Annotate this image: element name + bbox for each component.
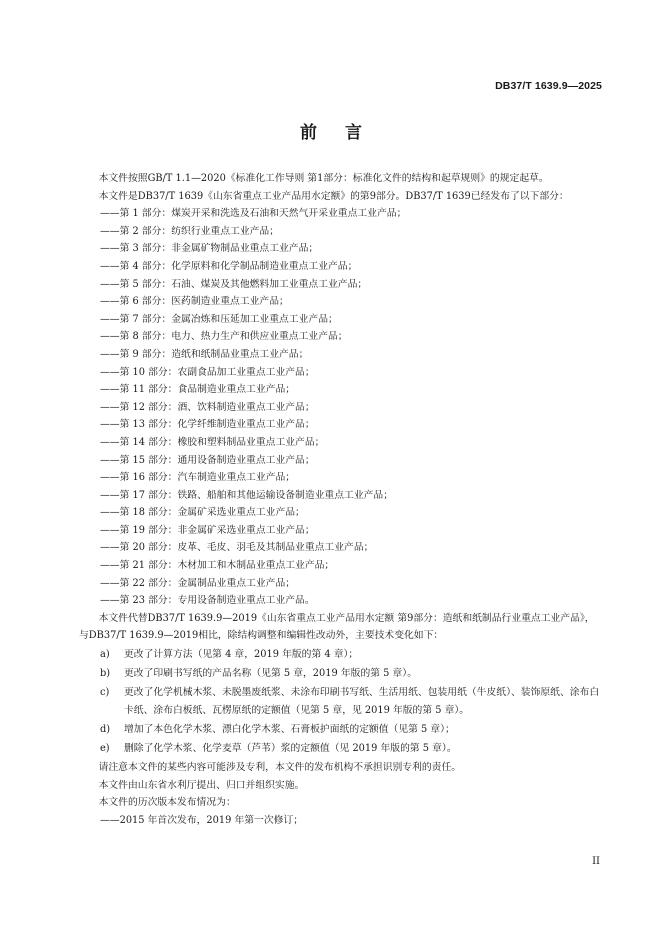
page-title: 前言	[300, 123, 390, 143]
list-item: ——第 22 部分：金属制品业重点工业产品；	[100, 577, 296, 589]
list-item: ——第 10 部分：农副食品加工业重点工业产品；	[100, 366, 315, 378]
list-item: ——第 13 部分：化学纤维制造业重点工业产品；	[100, 419, 315, 431]
list-item: ——第 21 部分：木材加工和木制品业重点工业产品；	[100, 560, 335, 572]
parts-list	[79, 205, 603, 610]
list-item: ——第 4 部分：化学原料和化学制品制造业重点工业产品；	[100, 260, 358, 272]
list-item: ——第 18 部分：金属矿采选业重点工业产品；	[100, 507, 305, 519]
document-number-header: DB37/T 1639.9—2025	[495, 80, 602, 92]
list-item: ——第 5 部分：石油、煤炭及其他燃料加工业重点工业产品；	[100, 278, 368, 290]
list-item: ——第 14 部分：橡胶和塑料制品业重点工业产品；	[100, 436, 325, 448]
list-item	[79, 684, 603, 719]
list-item: ——第 3 部分：非金属矿物制品业重点工业产品；	[100, 243, 319, 255]
paragraph-series-intro: 本文件是DB37/T 1639《山东省重点工业产品用水定额》的第9部分。DB37/T 1639已经发布了以下部分：	[98, 190, 569, 202]
paragraph-patent-notice: 请注意本文件的某些内容可能涉及专利，本文件的发布机构不承担识别专利的责任。	[98, 762, 462, 774]
list-item-text: 删除了化学木浆、化学麦草（芦苇）浆的定额值（见 2019 年版的第 5 章）。	[124, 743, 457, 754]
history-item: ——2015 年首次发布，2019 年第一次修订；	[100, 814, 304, 826]
list-item	[79, 665, 603, 683]
page-number: II	[592, 856, 600, 867]
list-marker: b)	[100, 668, 111, 680]
list-item: ——第 1 部分：煤炭开采和洗选及石油和天然气开采业重点工业产品；	[100, 208, 407, 220]
list-item	[79, 646, 603, 664]
paragraph-replacement: 本文件代替DB37/T 1639.9—2019《山东省重点工业产品用水定额 第9部分：造纸和纸制品行业重点工业产品》，与DB37/T 1639.9—2019相比，除结构调整和编辑性改动外，主要技术变化如下：	[79, 612, 595, 642]
foreword-body	[79, 170, 603, 829]
list-item: ——第 20 部分：皮革、毛皮、羽毛及其制品业重点工业产品；	[100, 542, 374, 554]
list-item	[79, 740, 603, 758]
list-marker: c)	[100, 687, 110, 699]
list-item: ——第 23 部分：专用设备制造业重点工业产品。	[100, 595, 315, 607]
list-marker: a)	[100, 649, 110, 661]
list-item: ——第 16 部分：汽车制造业重点工业产品；	[100, 472, 296, 484]
list-item-text: 增加了本色化学木浆、漂白化学木浆、石膏板护面纸的定额值（见第 5 章）；	[124, 723, 455, 735]
list-item-text: 更改了化学机械木浆、未脱墨废纸浆、未涂布印刷书写纸、生活用纸、包装用纸（牛皮纸）、装饰原纸、涂布白卡纸、涂布白板纸、瓦楞原纸的定额值（见第 5 章，见 2019 年版的第 5 章）。	[124, 687, 600, 716]
list-item: ——第 17 部分：铁路、船舶和其他运输设备制造业重点工业产品；	[100, 489, 394, 501]
list-item-text: 更改了印刷书写纸的产品名称（见第 5 章，2019 年版的第 5 章）。	[124, 668, 417, 680]
list-item: ——第 8 部分：电力、热力生产和供应业重点工业产品；	[100, 331, 348, 343]
list-item: ——第 6 部分：医药制造业重点工业产品；	[100, 296, 289, 308]
list-item: ——第 12 部分：酒、饮料制造业重点工业产品；	[100, 401, 315, 413]
paragraph-proposer: 本文件由山东省水利厅提出、归口并组织实施。	[98, 779, 305, 791]
list-marker: d)	[100, 723, 111, 735]
paragraph-drafting-basis: 本文件按照GB/T 1.1—2020《标准化工作导则 第1部分：标准化文件的结构和起草规则》的规定起草。	[98, 173, 549, 184]
technical-changes-list	[79, 646, 603, 758]
list-marker: e)	[100, 743, 110, 754]
list-item-text: 更改了计算方法（见第 4 章，2019 年版的第 4 章）；	[124, 649, 359, 661]
list-item: ——第 15 部分：通用设备制造业重点工业产品；	[100, 454, 315, 466]
list-item: ——第 9 部分：造纸和纸制品业重点工业产品；	[100, 348, 309, 360]
list-item: ——第 2 部分：纺织行业重点工业产品；	[100, 225, 280, 237]
list-item: ——第 11 部分：食品制造业重点工业产品；	[100, 384, 296, 396]
list-item	[79, 721, 603, 739]
list-item: ——第 7 部分：金属冶炼和压延加工业重点工业产品；	[100, 313, 338, 325]
paragraph-history-intro: 本文件的历次版本发布情况为：	[98, 797, 236, 809]
list-item: ——第 19 部分：非金属矿采选业重点工业产品；	[100, 524, 315, 536]
